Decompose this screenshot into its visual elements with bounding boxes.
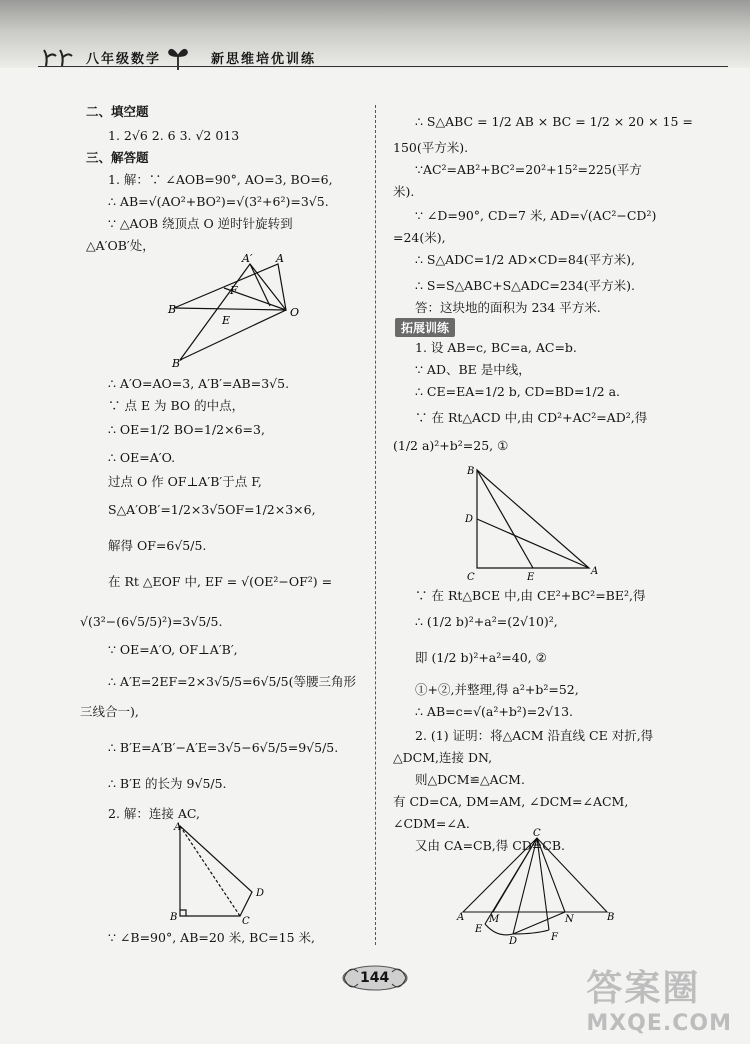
text-line: √(3²−(6√5/5)²)=3√5/5. bbox=[80, 614, 223, 629]
text-line: ∴ S△ADC=1/2 AD×CD=84(平方米), bbox=[415, 252, 635, 267]
text-line: △A′OB′处， bbox=[86, 238, 155, 253]
text-line: 在 Rt △EOF 中, EF = √(OE²−OF²) = bbox=[108, 574, 333, 589]
label-D: D bbox=[465, 514, 474, 525]
text-line: ∴ AB=c=√(a²+b²)=2√13. bbox=[415, 704, 574, 719]
text-line: ∴ A′O=AO=3, A′B′=AB=3√5. bbox=[108, 376, 290, 391]
text-line: =24(米), bbox=[393, 230, 446, 245]
text-line: 解得 OF=6√5/5. bbox=[108, 538, 207, 553]
label-A: A bbox=[457, 912, 465, 923]
text-line: 又由 CA=CB,得 CD=CB. bbox=[415, 838, 566, 853]
text-line: ∴ A′E=2EF=2×3√5/5=6√5/5(等腰三角形 bbox=[108, 674, 356, 689]
label-C: C bbox=[533, 828, 541, 839]
text-line: ∵ ∠B=90°, AB=20 米, BC=15 米, bbox=[108, 930, 315, 945]
label-M: M bbox=[489, 914, 500, 925]
text-line: 150(平方米). bbox=[393, 140, 469, 155]
label-E: E bbox=[222, 314, 231, 327]
section-tag: 拓展训练 bbox=[395, 318, 455, 337]
section-heading: 三、解答题 bbox=[86, 150, 149, 165]
label-O: O bbox=[290, 306, 300, 319]
text-line: ∴ S△ABC = 1/2 AB × BC = 1/2 × 20 × 15 = bbox=[415, 114, 693, 129]
label-B: B bbox=[170, 912, 178, 923]
text-line: ∵ △AOB 绕顶点 O 逆时针旋转到 bbox=[108, 216, 293, 231]
right-triangle-figure bbox=[463, 464, 603, 584]
label-C: C bbox=[242, 916, 250, 927]
text-line: ①+②,并整理,得 a²+b²=52, bbox=[415, 682, 579, 697]
watermark-title: 答案圈 bbox=[586, 968, 701, 1009]
grade-title: 八年级数学 bbox=[86, 51, 162, 67]
label-A-prime: A′ bbox=[242, 252, 253, 265]
series-title: 新思维培优训练 bbox=[211, 51, 317, 67]
section-heading: 二、填空题 bbox=[86, 104, 149, 119]
column-divider bbox=[375, 105, 376, 945]
label-A: A bbox=[174, 822, 182, 833]
label-E: E bbox=[527, 572, 535, 583]
text-line: △DCM,连接 DN, bbox=[393, 750, 493, 765]
label-N: N bbox=[565, 914, 574, 925]
text-line: ∴ OE=A′O. bbox=[108, 450, 176, 465]
text-line: ∴ B′E 的长为 9√5/5. bbox=[108, 776, 227, 791]
text-line: ∴ AB=√(AO²+BO²)=√(3²+6²)=3√5. bbox=[108, 194, 329, 209]
label-D: D bbox=[509, 936, 518, 947]
label-D: D bbox=[256, 888, 265, 899]
text-line: ∵AC²=AB²+BC²=20²+15²=225(平方 bbox=[415, 162, 642, 177]
text-line: ∵ 在 Rt△ACD 中,由 CD²+AC²=AD²,得 bbox=[415, 410, 648, 425]
label-B: B bbox=[467, 466, 475, 477]
text-line: 有 CD=CA, DM=AM, ∠DCM=∠ACM, bbox=[393, 794, 629, 809]
text-line: (1/2 a)²+b²=25, ① bbox=[393, 438, 509, 453]
label-B: B bbox=[168, 303, 177, 316]
text-line: ∵ OE=A′O, OF⊥A′B′, bbox=[108, 642, 238, 657]
fold-figure bbox=[457, 828, 617, 947]
text-line: 三线合一), bbox=[80, 704, 139, 719]
text-line: ∵ 在 Rt△BCE 中,由 CE²+BC²=BE²,得 bbox=[415, 588, 646, 603]
rotation-figure bbox=[166, 250, 326, 370]
watermark-site: MXQE.COM bbox=[586, 1011, 732, 1036]
text-line: 1. 解：∵ ∠AOB=90°, AO=3, BO=6, bbox=[108, 172, 333, 187]
header-rule bbox=[38, 66, 728, 67]
text-line: 米). bbox=[393, 184, 415, 199]
text-line: 1. 2√6 2. 6 3. √2 013 bbox=[108, 128, 240, 143]
text-line: S△A′OB′=1/2×3√5OF=1/2×3×6, bbox=[108, 502, 316, 517]
text-line: 答：这块地的面积为 234 平方米. bbox=[415, 300, 601, 315]
label-C: C bbox=[467, 572, 475, 583]
text-line: ∴ B′E=A′B′−A′E=3√5−6√5/5=9√5/5. bbox=[108, 740, 339, 755]
label-B-prime: B′ bbox=[172, 357, 183, 370]
text-line: ∴ CE=EA=1/2 b, CD=BD=1/2 a. bbox=[415, 384, 621, 399]
label-E: E bbox=[475, 924, 483, 935]
quadrilateral-figure bbox=[170, 820, 280, 927]
text-line: 1. 设 AB=c, BC=a, AC=b. bbox=[415, 340, 577, 355]
watermark bbox=[586, 960, 732, 1036]
label-A: A bbox=[276, 252, 284, 265]
text-line: ∵ AD、BE 是中线， bbox=[415, 362, 531, 377]
text-line: 2. 解：连接 AC, bbox=[108, 806, 200, 821]
text-line: ∴ (1/2 b)²+a²=(2√10)², bbox=[415, 614, 558, 629]
label-B: B bbox=[607, 912, 615, 923]
text-line: ∵ ∠D=90°, CD=7 米, AD=√(AC²−CD²) bbox=[415, 208, 657, 223]
text-line: ∠CDM=∠A. bbox=[393, 816, 470, 831]
label-F: F bbox=[551, 932, 558, 943]
text-line: 则△DCM≌△ACM. bbox=[415, 772, 525, 787]
sprout-icon bbox=[40, 46, 80, 68]
text-line: 过点 O 作 OF⊥A′B′于点 F, bbox=[108, 474, 262, 489]
text-line: ∴ S=S△ABC+S△ADC=234(平方米). bbox=[415, 278, 635, 293]
text-line: ∴ OE=1/2 BO=1/2×6=3, bbox=[108, 422, 265, 437]
page-number: 144 bbox=[360, 970, 390, 986]
label-A: A bbox=[591, 566, 599, 577]
text-line: 2. (1) 证明：将△ACM 沿直线 CE 对折,得 bbox=[415, 728, 654, 743]
text-line: 即 (1/2 b)²+a²=40, ② bbox=[415, 650, 547, 665]
text-line: ∵ 点 E 为 BO 的中点， bbox=[108, 398, 245, 413]
label-F: F bbox=[230, 284, 238, 297]
